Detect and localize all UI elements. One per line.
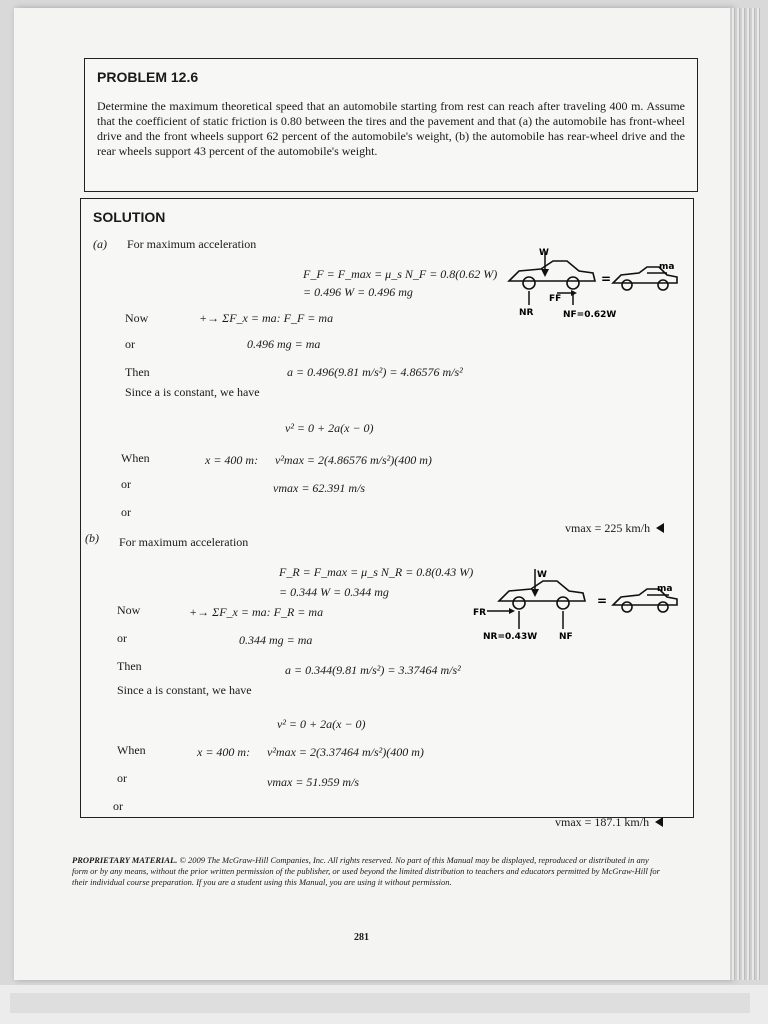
sketch-b-w: W	[537, 570, 547, 580]
part-a-now: Now	[125, 311, 149, 325]
part-a-free-body-diagram	[501, 247, 681, 319]
answer-marker-icon	[655, 817, 663, 827]
page-number: 281	[354, 932, 369, 943]
part-a-since: Since a is constant, we have	[125, 385, 260, 399]
part-a-eq1: F_F = F_max = μ_s N_F = 0.8(0.62 W)	[303, 267, 498, 281]
part-b-eq7: vmax = 51.959 m/s	[267, 775, 360, 789]
part-b-since: Since a is constant, we have	[117, 683, 252, 697]
part-a-heading: For maximum acceleration	[127, 237, 257, 251]
part-a-answer: vmax = 225 km/h	[565, 521, 664, 536]
part-a-eq6: v²max = 2(4.86576 m/s²)(400 m)	[275, 453, 432, 467]
sketch-b-fr: FR	[473, 608, 487, 618]
part-b-then: Then	[117, 659, 142, 673]
part-b-eq6: v²max = 2(3.37464 m/s²)(400 m)	[267, 745, 424, 759]
sketch-b-nf: NF	[559, 632, 573, 642]
footer-text: © 2009 The McGraw-Hill Companies, Inc. All rights reserved. No part of this Manual may be displayed, reproduced or distributed in any form or by any means, without the prior written permission of the publisher, or used beyond the limited distribution to teachers and educators permitted by McGraw-Hill for their individual course preparation. If you are a student using this Manual, you are using it without permission.	[72, 855, 660, 887]
sketch-b-nr: NR=0.43W	[483, 632, 538, 642]
part-b-sum: +→ ΣF_x = ma: F_R = ma	[189, 605, 324, 619]
part-a-x400: x = 400 m:	[205, 453, 259, 467]
answer-marker-icon	[656, 523, 664, 533]
part-b-x400: x = 400 m:	[197, 745, 251, 759]
problem-title: PROBLEM 12.6	[97, 69, 199, 85]
solution-title: SOLUTION	[93, 209, 166, 225]
part-a-eq2: = 0.496 W = 0.496 mg	[303, 285, 413, 299]
solution-box	[80, 198, 694, 829]
footer-lead: PROPRIETARY MATERIAL.	[72, 855, 178, 865]
problem-text: Determine the maximum theoretical speed that an automobile starting from rest can reach after traveling 400 m. Assume that the coefficient of static friction is 0.80 between the tires and the pavement and that (a) the automobile has front-wheel drive and the front wheels support 62 percent of the automobile's weight, (b) the automobile has rear-wheel drive and the rear wheels support 43 percent of the automobile's weight.	[97, 99, 685, 158]
part-a-or1: or	[125, 337, 135, 351]
sketch-a-eq: =	[601, 272, 612, 286]
page-edges	[730, 8, 760, 980]
copyright-footer	[72, 855, 662, 888]
part-a-eq7: vmax = 62.391 m/s	[273, 481, 366, 495]
next-page-strip	[0, 985, 768, 1024]
part-a-or2: or	[121, 477, 131, 491]
part-b-free-body-diagram	[473, 565, 681, 647]
sketch-b-eq: =	[597, 594, 608, 608]
part-b-when: When	[117, 743, 146, 757]
part-b-eq1: F_R = F_max = μ_s N_R = 0.8(0.43 W)	[279, 565, 474, 579]
sketch-a-ff: FF	[549, 294, 562, 304]
sketch-b-ma: ma	[657, 584, 673, 594]
sketch-a-nr: NR	[519, 308, 534, 318]
rear-wheel	[523, 277, 535, 289]
part-a-eq4: a = 0.496(9.81 m/s²) = 4.86576 m/s²	[287, 365, 463, 379]
sketch-a-w: W	[539, 248, 549, 258]
front-wheel	[567, 277, 579, 289]
part-b-eq3: 0.344 mg = ma	[239, 633, 313, 647]
part-b-or1: or	[117, 631, 127, 645]
part-b-now: Now	[117, 603, 141, 617]
part-b-answer: vmax = 187.1 km/h	[555, 815, 663, 830]
problem-box	[84, 58, 698, 192]
part-a-eq5: v² = 0 + 2a(x − 0)	[285, 421, 374, 435]
part-b-eq5: v² = 0 + 2a(x − 0)	[277, 717, 366, 731]
part-b-or2: or	[117, 771, 127, 785]
part-a-then: Then	[125, 365, 150, 379]
part-a-when: When	[121, 451, 150, 465]
part-a-sum: +→ ΣF_x = ma: F_F = ma	[199, 311, 334, 325]
part-b-or3: or	[113, 799, 123, 813]
part-a-label: (a)	[93, 237, 107, 251]
car-body-left	[509, 261, 595, 281]
part-b-label: (b)	[85, 531, 99, 545]
sketch-a-nf: NF=0.62W	[563, 310, 617, 319]
sketch-a-ma: ma	[659, 262, 675, 272]
part-b-eq2: = 0.344 W = 0.344 mg	[279, 585, 389, 599]
part-b-eq4: a = 0.344(9.81 m/s²) = 3.37464 m/s²	[285, 663, 461, 677]
part-a-eq3: 0.496 mg = ma	[247, 337, 321, 351]
part-a-or3: or	[121, 505, 131, 519]
part-b-heading: For maximum acceleration	[119, 535, 249, 549]
